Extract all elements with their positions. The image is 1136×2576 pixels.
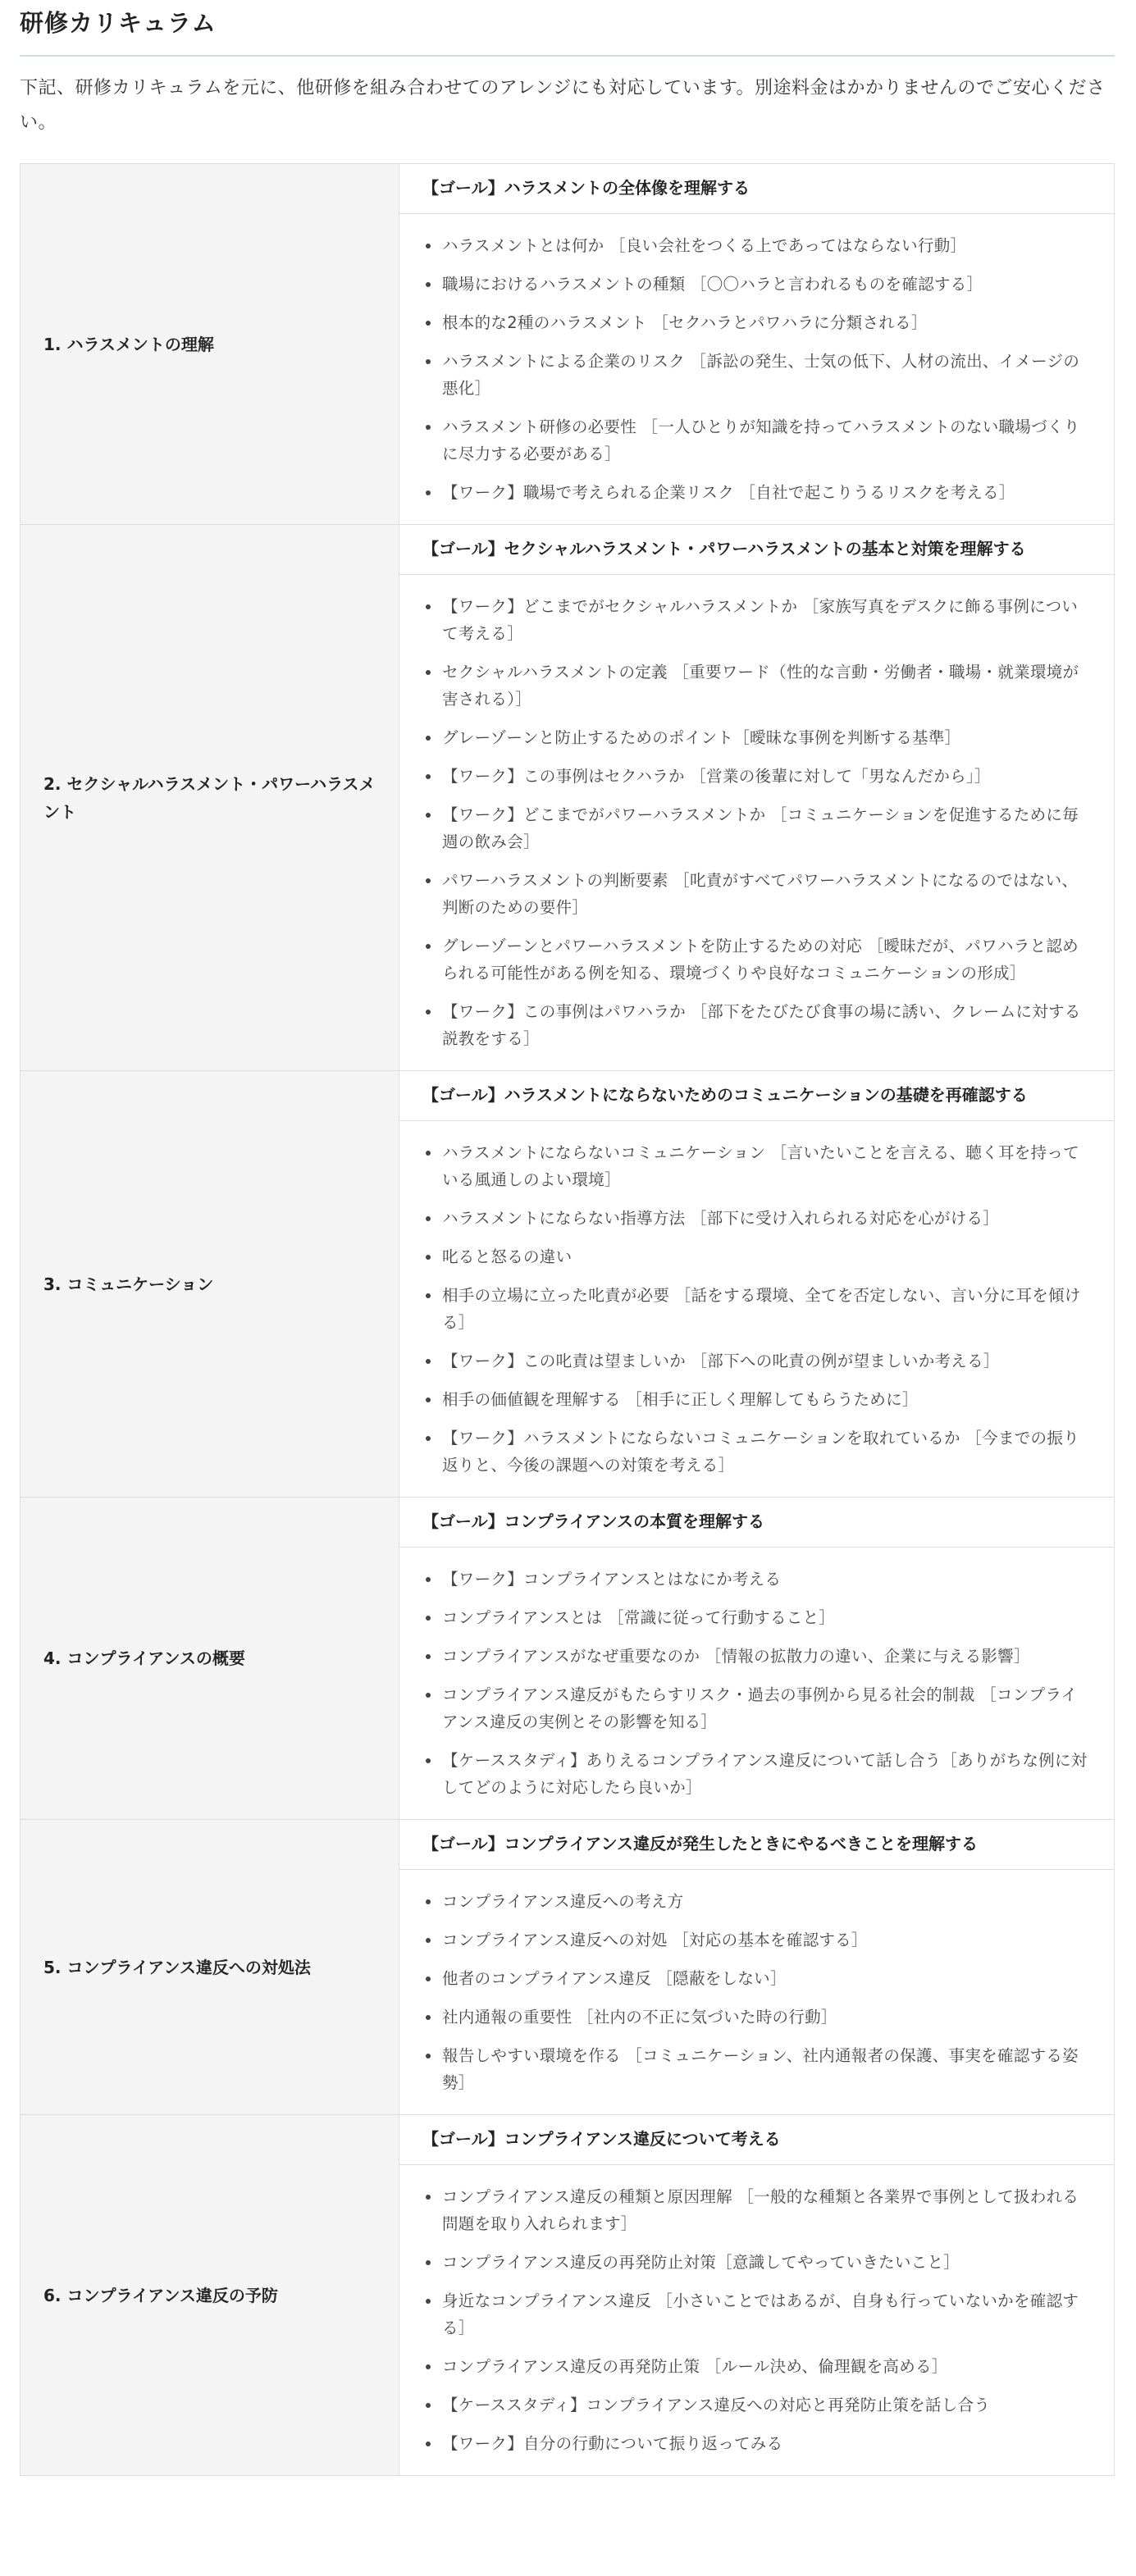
module-goal: 【ゴール】ハラスメントにならないためのコミュニケーションの基礎を再確認する bbox=[399, 1071, 1114, 1121]
module-name: 4. コンプライアンスの概要 bbox=[21, 1498, 399, 1820]
topic-item: 【ワーク】ハラスメントにならないコミュニケーションを取れているか ［今までの振り返りと、今後の課題への対策を考える］ bbox=[442, 1425, 1091, 1479]
topic-item: コンプライアンスがなぜ重要なのか ［情報の拡散力の違い、企業に与える影響］ bbox=[442, 1643, 1091, 1670]
topic-list bbox=[399, 2165, 1114, 2475]
curriculum-row bbox=[21, 2115, 1115, 2476]
topic-item: 社内通報の重要性 ［社内の不正に気づいた時の行動］ bbox=[442, 2004, 1091, 2031]
module-detail bbox=[399, 164, 1115, 525]
topic-item: 根本的な2種のハラスメント ［セクハラとパワハラに分類される］ bbox=[442, 309, 1091, 336]
topic-item: 職場におけるハラスメントの種類 ［〇〇ハラと言われるものを確認する］ bbox=[442, 271, 1091, 298]
topic-list bbox=[399, 1548, 1114, 1819]
curriculum-body bbox=[21, 164, 1115, 2476]
topic-item: 【ワーク】職場で考えられる企業リスク ［自社で起こりうるリスクを考える］ bbox=[442, 479, 1091, 506]
topic-item: 【ワーク】この叱責は望ましいか ［部下への叱責の例が望ましいか考える］ bbox=[442, 1347, 1091, 1375]
intro-text: 下記、研修カリキュラムを元に、他研修を組み合わせてのアレンジにも対応しています。別途料金はかかりませんのでご安心ください。 bbox=[20, 78, 1106, 133]
topic-item: 【ケーススタディ】コンプライアンス違反への対応と再発防止策を話し合う bbox=[442, 2391, 1091, 2419]
topic-item: グレーゾーンとパワーハラスメントを防止するための対応 ［曖昧だが、パワハラと認められる可能性がある例を知る、環境づくりや良好なコミュニケーションの形成］ bbox=[442, 932, 1091, 987]
curriculum-row bbox=[21, 1498, 1115, 1820]
topic-item: 【ワーク】自分の行動について振り返ってみる bbox=[442, 2430, 1091, 2457]
module-name: 3. コミュニケーション bbox=[21, 1071, 399, 1498]
module-name: 5. コンプライアンス違反への対処法 bbox=[21, 1820, 399, 2115]
module-goal: 【ゴール】コンプライアンスの本質を理解する bbox=[399, 1498, 1114, 1548]
topic-item: ハラスメントにならない指導方法 ［部下に受け入れられる対応を心がける］ bbox=[442, 1205, 1091, 1232]
curriculum-row bbox=[21, 1820, 1115, 2115]
module-goal: 【ゴール】コンプライアンス違反について考える bbox=[399, 2115, 1114, 2165]
module-goal: 【ゴール】セクシャルハラスメント・パワーハラスメントの基本と対策を理解する bbox=[399, 525, 1114, 575]
topic-item: セクシャルハラスメントの定義 ［重要ワード（性的な言動・労働者・職場・就業環境が害される）］ bbox=[442, 659, 1091, 713]
topic-item: 【ワーク】コンプライアンスとはなにか考える bbox=[442, 1566, 1091, 1593]
curriculum-row bbox=[21, 525, 1115, 1071]
topic-item: 【ワーク】この事例はセクハラか ［営業の後輩に対して「男なんだから」］ bbox=[442, 763, 1091, 790]
topic-list bbox=[399, 214, 1114, 524]
topic-item: 叱ると怒るの違い bbox=[442, 1243, 1091, 1270]
module-detail bbox=[399, 2115, 1115, 2476]
topic-item: コンプライアンス違反への対処 ［対応の基本を確認する］ bbox=[442, 1926, 1091, 1954]
module-detail bbox=[399, 1820, 1115, 2115]
curriculum-row bbox=[21, 164, 1115, 525]
module-name: 1. ハラスメントの理解 bbox=[21, 164, 399, 525]
topic-item: グレーゾーンと防止するためのポイント［曖昧な事例を判断する基準］ bbox=[442, 724, 1091, 751]
topic-item: コンプライアンス違反への考え方 bbox=[442, 1888, 1091, 1915]
page-title: 研修カリキュラム bbox=[20, 0, 1115, 57]
topic-item: コンプライアンス違反の再発防止対策［意識してやっていきたいこと］ bbox=[442, 2249, 1091, 2276]
topic-item: コンプライアンス違反の種類と原因理解 ［一般的な種類と各業界で事例として扱われる問題を取り入れられます］ bbox=[442, 2183, 1091, 2237]
topic-item: コンプライアンス違反の再発防止策 ［ルール決め、倫理観を高める］ bbox=[442, 2353, 1091, 2380]
topic-item: ハラスメントとは何か ［良い会社をつくる上であってはならない行動］ bbox=[442, 232, 1091, 259]
topic-list bbox=[399, 575, 1114, 1070]
topic-item: 相手の立場に立った叱責が必要 ［話をする環境、全てを否定しない、言い分に耳を傾ける］ bbox=[442, 1282, 1091, 1336]
module-detail bbox=[399, 1071, 1115, 1498]
topic-item: 身近なコンプライアンス違反 ［小さいことではあるが、自身も行っていないかを確認する］ bbox=[442, 2287, 1091, 2341]
module-detail bbox=[399, 1498, 1115, 1820]
topic-item: 報告しやすい環境を作る ［コミュニケーション、社内通報者の保護、事実を確認する姿勢］ bbox=[442, 2042, 1091, 2096]
topic-item: ハラスメント研修の必要性 ［一人ひとりが知識を持ってハラスメントのない職場づくりに尽力する必要がある］ bbox=[442, 413, 1091, 467]
topic-item: 【ワーク】どこまでがセクシャルハラスメントか ［家族写真をデスクに飾る事例について考える］ bbox=[442, 593, 1091, 647]
topic-item: コンプライアンス違反がもたらすリスク・過去の事例から見る社会的制裁 ［コンプライアンス違反の実例とその影響を知る］ bbox=[442, 1681, 1091, 1735]
topic-item: ハラスメントにならないコミュニケーション ［言いたいことを言える、聴く耳を持っている風通しのよい環境］ bbox=[442, 1139, 1091, 1193]
curriculum-row bbox=[21, 1071, 1115, 1498]
curriculum-table bbox=[20, 163, 1115, 2476]
topic-item: 【ケーススタディ】ありえるコンプライアンス違反について話し合う［ありがちな例に対してどのように対応したら良いか］ bbox=[442, 1747, 1091, 1801]
topic-item: コンプライアンスとは ［常識に従って行動すること］ bbox=[442, 1604, 1091, 1631]
module-detail bbox=[399, 525, 1115, 1071]
module-goal: 【ゴール】コンプライアンス違反が発生したときにやるべきことを理解する bbox=[399, 1820, 1114, 1870]
topic-list bbox=[399, 1870, 1114, 2114]
module-name: 2. セクシャルハラスメント・パワーハラスメント bbox=[21, 525, 399, 1071]
topic-list bbox=[399, 1121, 1114, 1497]
topic-item: 相手の価値観を理解する ［相手に正しく理解してもらうために］ bbox=[442, 1386, 1091, 1413]
topic-item: ハラスメントによる企業のリスク ［訴訟の発生、士気の低下、人材の流出、イメージの悪化］ bbox=[442, 348, 1091, 402]
topic-item: 他者のコンプライアンス違反 ［隠蔽をしない］ bbox=[442, 1965, 1091, 1992]
topic-item: 【ワーク】この事例はパワハラか ［部下をたびたび食事の場に誘い、クレームに対する説教をする］ bbox=[442, 998, 1091, 1052]
module-name: 6. コンプライアンス違反の予防 bbox=[21, 2115, 399, 2476]
module-goal: 【ゴール】ハラスメントの全体像を理解する bbox=[399, 164, 1114, 214]
topic-item: 【ワーク】どこまでがパワーハラスメントか ［コミュニケーションを促進するために毎週の飲み会］ bbox=[442, 801, 1091, 855]
topic-item: パワーハラスメントの判断要素 ［叱責がすべてパワーハラスメントになるのではない、判断のための要件］ bbox=[442, 867, 1091, 921]
